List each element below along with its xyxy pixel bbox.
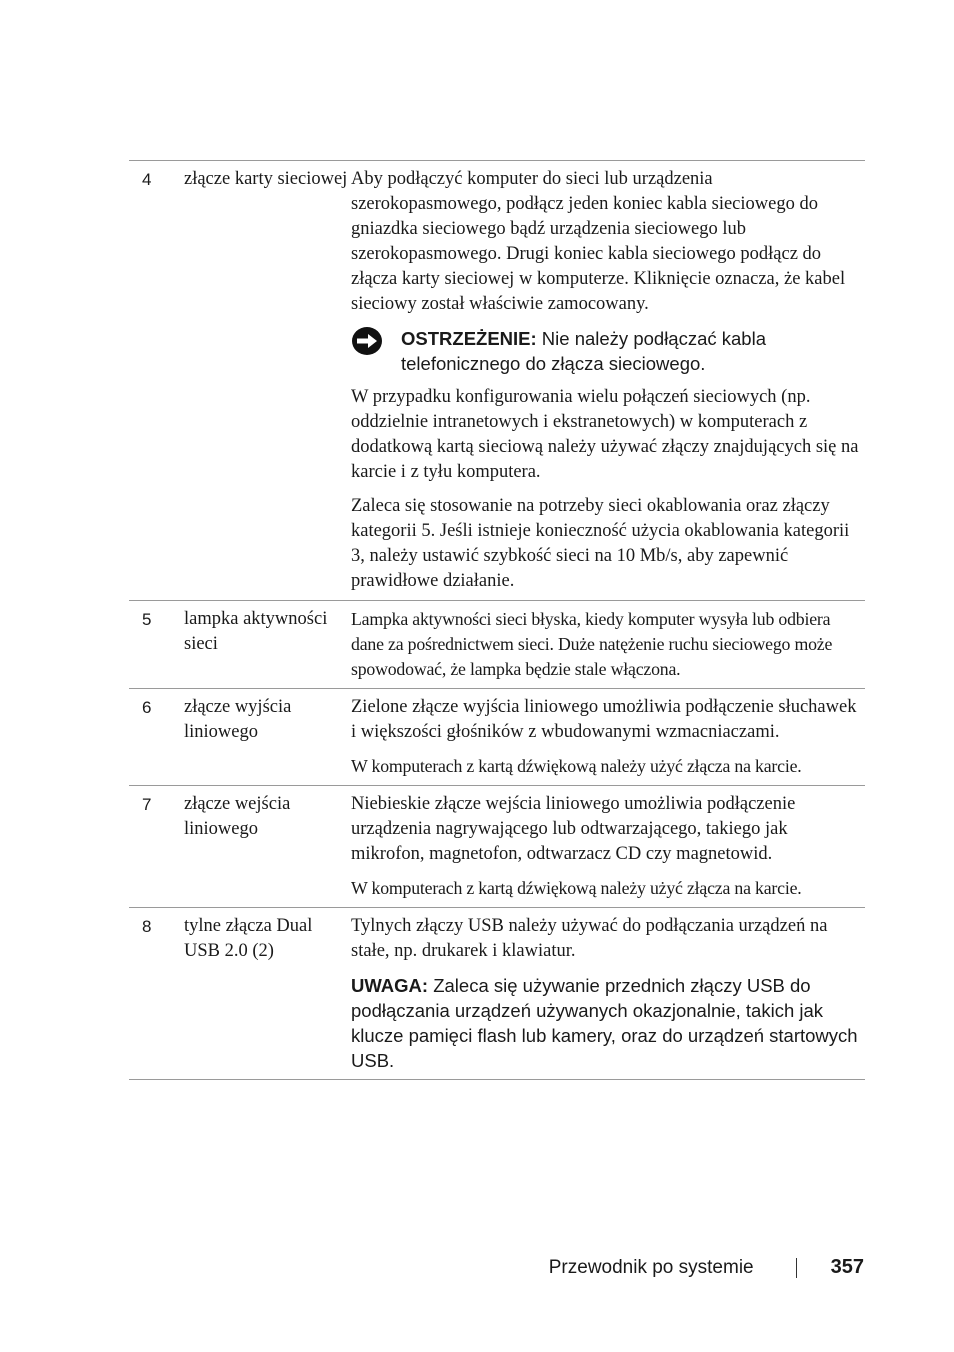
connector-description [351,912,865,1073]
connector-description [351,790,865,901]
connector-description [351,165,865,594]
note-label: UWAGA: [351,975,429,996]
row-number: 8 [142,917,152,936]
description-paragraph: Lampka aktywności sieci błyska, kiedy komputer wysyła lub odbiera dane za pośrednictwem sieci. Duże natężenie ruchu sieciowego może spowodować, że lampka będzie stale włączona. [351,609,833,679]
description-paragraph: W komputerach z kartą dźwiękową należy użyć złącza na karcie. [351,756,802,776]
connector-name: złącze wyjścia liniowego [184,697,292,742]
description-paragraph: Aby podłączyć komputer do sieci lub urządzenia szerokopasmowego, podłącz jeden koniec kabla sieciowego do gniazdka sieciowego bądź urządzenia sieciowego lub szerokopasmowego. Drugi koniec kabla sieciowego podłącz do złącza karty sieciowej w komputerze. Kliknięcie oznacza, że kabel sieciowy został właściwie zamocowany. [351,169,846,314]
table-row [129,601,865,689]
table-row [129,786,865,908]
row-number: 6 [142,698,152,717]
notice-icon [351,326,401,376]
row-number: 7 [142,795,152,814]
footer-title: Przewodnik po systemie [548,1256,754,1278]
table-row [129,689,865,786]
warning-label: OSTRZEŻENIE: [401,328,537,349]
warning-notice [351,326,865,376]
page-number: 357 [830,1256,864,1278]
warning-text: Nie należy podłączać kabla telefonicznego do złącza sieciowego. [401,328,766,374]
footer-divider [796,1258,797,1278]
description-paragraph: Zielone złącze wyjścia liniowego umożliwia podłączenie słuchawek i większości głośników z wbudowanymi wzmacniaczami. [351,697,857,742]
connector-description [351,693,865,779]
note-text: Zaleca się używanie przednich złączy USB do podłączania urządzeń używanych okazjonalnie, takich jak klucze pamięci flash lub kamery, oraz do urządzeń startowych USB. [351,975,858,1071]
connector-table [129,160,865,1080]
table-row [129,908,865,1080]
description-paragraph: W przypadku konfigurowania wielu połączeń sieciowych (np. oddzielnie intranetowych i ekstranetowych) w komputerach z dodatkową kartą sieciową należy używać złączy znajdujących się na karcie i z tyłu komputera. [351,387,859,482]
description-paragraph: Niebieskie złącze wejścia liniowego umożliwia podłączenie urządzenia nagrywającego lub odtwarzającego, takiego jak mikrofon, magnetofon, odtwarzacz CD czy magnetowid. [351,794,796,864]
connector-description [351,605,865,682]
description-paragraph: W komputerach z kartą dźwiękową należy użyć złącza na karcie. [351,878,802,898]
connector-name: złącze karty sieciowej [184,169,348,189]
connector-name: złącze wejścia liniowego [184,794,291,839]
table-row [129,161,865,601]
row-number: 5 [142,610,152,629]
usb-note [351,973,865,1073]
page-footer [549,1256,864,1279]
description-paragraph: Zaleca się stosowanie na potrzeby sieci okablowania oraz złączy kategorii 5. Jeśli istnieje konieczność użycia okablowania kategorii 3, należy ustawić szybkość sieci na 10 Mb/s, aby zapewnić prawidłowe działanie. [351,496,850,591]
description-paragraph: Tylnych złączy USB należy używać do podłączania urządzeń na stałe, np. drukarek i klawiatur. [351,916,828,961]
connector-name: lampka aktywności sieci [184,609,328,654]
row-number: 4 [142,170,152,189]
connector-name: tylne złącza Dual USB 2.0 (2) [184,916,313,961]
